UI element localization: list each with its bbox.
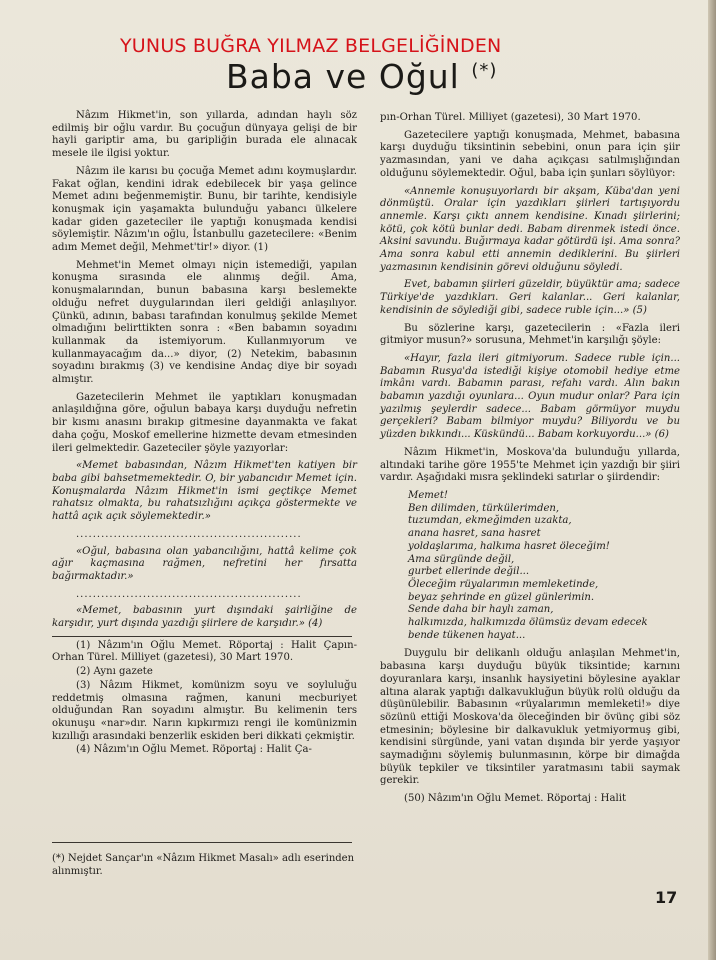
notes-rule [52,636,352,637]
poem-block [408,490,680,642]
reference-note: (4) Nâzım'ın Oğlu Memet. Röportaj : Halit Ça- [76,744,312,756]
reference-note: (1) Nâzım'ın Oğlu Memet. Röportaj : Halit Çapın-Orhan Türel. Milliyet (gazetesi), 30 Mart 1970. [52,639,357,664]
body-paragraph: Gazetecilere yaptığı konuşmada, Mehmet, babasına karşı duyduğu tiksintinin sebebini, onun para için şiir yazmasından, yani ve daha açıkçası satılmışlığından olduğunu söylemektedir. Oğul, baba için şunları söylüyor: [380,129,680,179]
poem-line: Sende daha bir haylı zaman, [408,604,554,616]
reference-note: (2) Aynı gazete [76,666,153,678]
article-title-text: Baba ve Oğul [226,57,460,96]
poem-line: Memet! [408,489,448,501]
quote-paragraph: Evet, babamın şiirleri güzeldir, büyüktür ama; sadece Türkiye'de yazdıkları. Geri kalanlar... Geri kalanlar, kendisinin de söylediği gibi, sadece ruble için...» (5) [380,279,680,316]
poem-line: bende tükenen hayat... [408,629,526,641]
right-column [380,112,680,807]
poem-line: Öleceğim rüyalarımın memleketinde, [408,578,599,590]
body-paragraph: Bu sözlerine karşı, gazetecilerin : «Fazla ileri gitmiyor musun?» sorusuna, Mehmet'in karşılığı şöyle: [380,322,680,347]
article-title [226,57,497,96]
continued-reference: pın-Orhan Türel. Milliyet (gazetesi), 30 Mart 1970. [380,112,641,123]
archive-watermark: YUNUS BUĞRA YILMAZ BELGELİĞİNDEN [120,35,502,57]
reference-note: (3) Nâzım Hikmet, komünizm soyu ve soyluluğu reddetmiş olmasına rağmen, kanuni mecburiyet olduğundan Ran soyadını almıştır. Bu kelimenin ters okunuşu «nar»dır. Narın kıpkırmızı rengi ile komünizmin kızıllığı arasındaki benzerlik eskiden beri dikkati çekmiştir. [52,679,357,742]
quote-paragraph: «Oğul, babasına olan yabancılığını, hattâ kelime çok ağır kaçmasına rağmen, nefretini her fırsatta bağırmaktadır.» [52,545,357,582]
separator-dots: ...................................................... [76,528,302,540]
reference-note: (50) Nâzım'ın Oğlu Memet. Röportaj : Halit [404,793,627,805]
quote-paragraph: «Annemle konuşuyorlardı bir akşam, Küba'dan yeni dönmüştü. Oralar için yazdıkları şiirleri tartışıyordu annemle. Karşı çıktı annem kendisine. Kınadı şiirlerini; kötü, çok kötü bunlar dedi. Babam direnmek istedi önce. Aksini savundu. Buğırmaya kadar götürdü işi. Ama sonra? Ama sonra kabul etti annemin dediklerini. Bu şiirleri yazmasının kendisinin görevi olduğunu söyledi. [380,185,680,273]
body-paragraph: Nâzım Hikmet'in, son yıllarda, adından haylı söz edilmiş bir oğlu vardır. Bu çocuğun dünyaya gelişi de bir hayli gariptir ama, bu garipliğin burada ele alınacak mesele ile ilgisi yoktur. [52,110,357,160]
poem-line: anana hasret, sana hasret [408,528,541,540]
quote-paragraph: «Hayır, fazla ileri gitmiyorum. Sadece ruble için... Babamın Rusya'da istediği kişiye otomobil hediye etme imkânı vardı. Babamın parası, refahı vardı. Alın bakın babamın yazdığı oyunlara... Oyun mudur onlar? Para için yazılmış şeylerdir sadece... Babam görmüyor muydu gerçekleri? Babam bilmiyor muydu? Biliyordu ve bu yüzden bıkkındı... Küskündü... Babam korkuyordu...» (6) [380,352,680,441]
poem-line: beyaz şehrinde en güzel günlerimin. [408,591,595,603]
body-paragraph: Nâzım ile karısı bu çocuğa Memet adını koymuşlardır. Fakat oğlan, kendini idrak edebilecek bir yaşa gelince Memet adını beğenmemiştir. Bunu, bir tarihte, kendisiyle konuşmak için yaşamakta bulunduğu yabancı ülkelere kadar giden gazeteciler ile yaptığı konuşmada kendisi söylemiştir. Nâzım'ın oğlu, İstanbullu gazetecilere: «Benim adım Memet değil, Mehmet'tir!» diyor. (1) [52,165,357,254]
footnote-rule [52,842,352,843]
body-paragraph: Nâzım Hikmet'in, Moskova'da bulunduğu yıllarda, altındaki tarihe göre 1955'te Mehmet için yazdığı bir şiiri vardır. Aşağıdaki mısra şeklindeki satırlar o şiirdendir: [380,446,680,484]
article-title-mark: (*) [471,60,498,81]
poem-line: gurbet ellerinde değil... [408,566,530,578]
poem-line: Ben dilimden, türkülerimden, [408,502,560,514]
quote-paragraph: «Memet, babasının yurt dışındaki şairliğine de karşıdır, yurt dışında yazdığı şiirlere de karşıdır.» (4) [52,605,357,630]
body-paragraph: Mehmet'in Memet olmayı niçin istemediği, yapılan konuşma sırasında ele alınmış değil. Ama, konuşmalarından, bunun babasına karşı beslemekte olduğu nefret duygularından ileri geldiği anlaşılıyor. Çünkü, adının, babası tarafından konulmuş şekilde Memet olmadığını belirttikten sonra : «Ben babamın soyadını kullanmak da istemiyorum. Kullanmıyorum ve kullanmayacağım da...» diyor, (2) Netekim, babasının soyadını bırakmış (3) ve kendisine Andaç diye bir soyadı almıştır. [52,259,357,386]
body-paragraph: Duygulu bir delikanlı olduğu anlaşılan Mehmet'in, babasına karşı duyduğu büyük tiksintide; karnını doyuranlara karşı, insanlık haysiyetini böylesine ayaklar altına alarak yaptığı dalkavukluğun büyük rolü olduğu da düşünülebilir. Babasının «rüyalarımın memleketi!» diye sözünü ettiği Moskova'da öleceğinden bir övünç gibi söz etmesinin; böylesine bir dalkavukluk yetmiyormuş gibi, kendisini sürgünde, yani vatan dışında bir yerde yaşıyor saymadığını söylemiş bulunmasının, körpe bir dimağda büyük tepkiler ve tiksintiler yaratmasını tabii saymak gerekir. [380,648,680,787]
poem-line: Ama sürgünde değil, [408,553,515,565]
footnote: (*) Nejdet Sançar'ın «Nâzım Hikmet Masalı» adlı eserinden alınmıştır. [52,853,355,877]
poem-line: halkımızda, halkımızda ölümsüz devam edecek [408,617,648,629]
page-number: 17 [655,888,678,907]
separator-dots: ...................................................... [76,588,302,600]
body-paragraph: Gazetecilerin Mehmet ile yaptıkları konuşmadan anlaşıldığına göre, oğulun babaya karşı duyduğu nefretin bir kısmı anasını bırakıp gitmesine dayanmakta ve fakat daha çoğu, Moskof emellerine hizmette devam etmesinden ileri gelmektedir. Gazeteciler şöyle yazıyorlar: [52,391,357,454]
left-column [52,110,357,758]
poem-line: yoldaşlarıma, halkıma hasret öleceğim! [408,540,610,552]
poem-line: tuzumdan, ekmeğimden uzakta, [408,515,572,527]
page-edge-shadow [708,0,716,960]
quote-paragraph: «Memet babasından, Nâzım Hikmet'ten katiyen bir baba gibi bahsetmemektedir. O, bir yabancıdır Memet için. Konuşmalarda Nâzım Hikmet'in ismi geçtikçe Memet rahatsız olmakta, bu rahatsızlığını açıkça göstermekte ve hattâ açık açık söylemektedir.» [52,460,357,523]
